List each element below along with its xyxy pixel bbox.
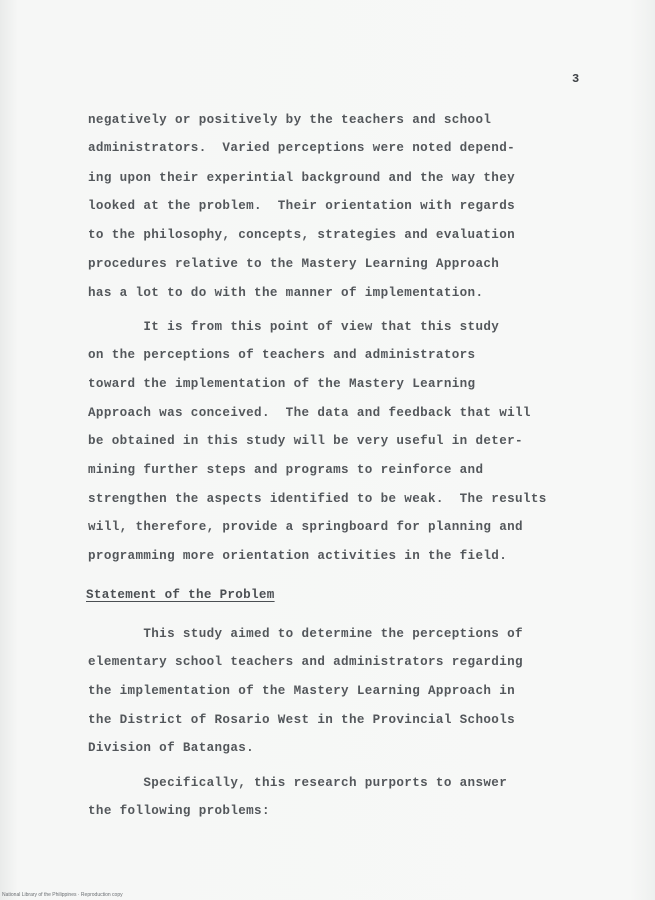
text-line: to the philosophy, concepts, strategies and evaluation <box>88 228 516 242</box>
archive-footer: National Library of the Philippines · Reproduction copy <box>2 892 123 898</box>
text-line: Approach was conceived. The data and feedback that will <box>88 406 531 420</box>
text-line: strengthen the aspects identified to be weak. The results <box>88 492 547 506</box>
text-line: Division of Batangas. <box>88 741 255 755</box>
text-line: will, therefore, provide a springboard for planning and <box>88 520 523 534</box>
text-line: the following problems: <box>88 804 270 818</box>
text-line: the District of Rosario West in the Provincial Schools <box>88 713 516 727</box>
text-line: the implementation of the Mastery Learning Approach in <box>88 684 516 698</box>
text-line: This study aimed to determine the perceptions of <box>88 627 523 641</box>
text-line: on the perceptions of teachers and administrators <box>88 348 476 362</box>
text-line: Specifically, this research purports to answer <box>88 776 508 790</box>
section-heading: Statement of the Problem <box>86 588 275 602</box>
text-line: administrators. Varied perceptions were noted depend- <box>88 141 516 155</box>
page-number: 3 <box>572 72 580 86</box>
text-line: elementary school teachers and administrators regarding <box>88 655 523 669</box>
text-line: be obtained in this study will be very useful in deter- <box>88 434 523 448</box>
text-line: negatively or positively by the teachers and school <box>88 113 492 127</box>
text-line: has a lot to do with the manner of implementation. <box>88 286 484 300</box>
text-line: ing upon their experintial background and the way they <box>88 171 516 185</box>
text-line: looked at the problem. Their orientation with regards <box>88 199 516 213</box>
text-line: procedures relative to the Mastery Learning Approach <box>88 257 500 271</box>
text-line: programming more orientation activities in the field. <box>88 549 508 563</box>
text-line: It is from this point of view that this study <box>88 320 500 334</box>
text-line: mining further steps and programs to reinforce and <box>88 463 484 477</box>
text-line: toward the implementation of the Mastery Learning <box>88 377 476 391</box>
